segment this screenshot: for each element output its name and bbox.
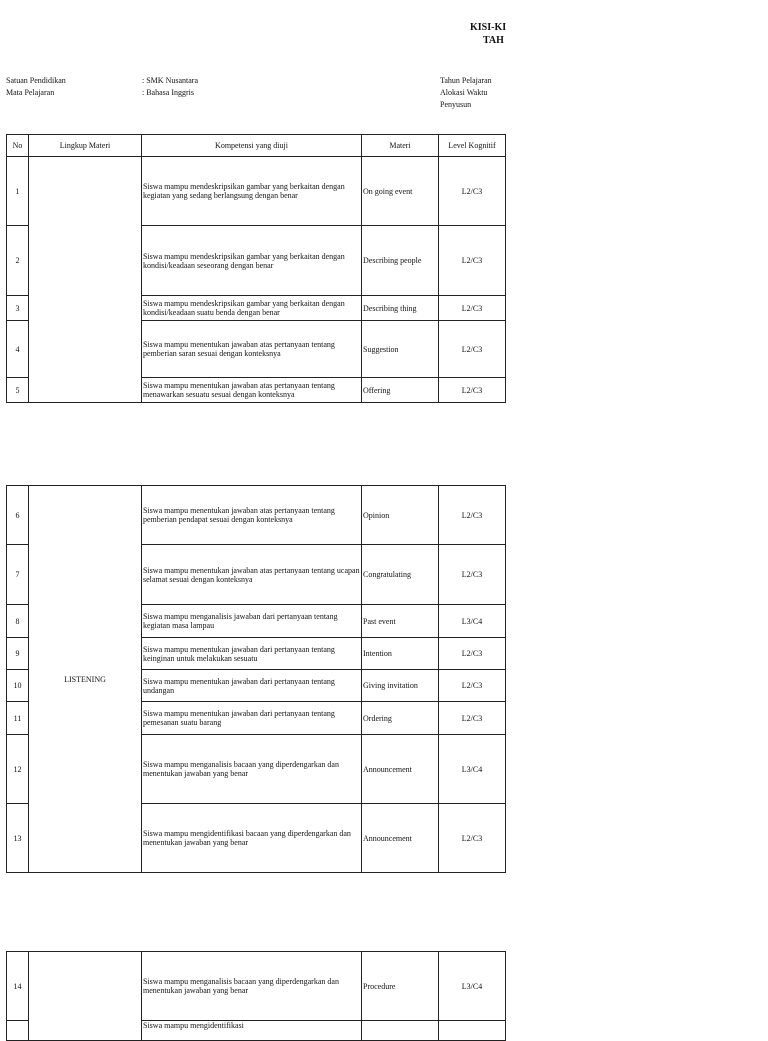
label-penyusun: Penyusun: [440, 100, 472, 109]
row-no: 7: [7, 545, 29, 605]
info-labels-right: [440, 75, 492, 111]
row-materi: Procedure: [362, 952, 439, 1021]
row-materi: On going event: [362, 157, 439, 226]
col-header-lingkup-materi: Lingkup Materi: [29, 135, 142, 157]
col-header-no: No: [7, 135, 29, 157]
row-level: L2/C3: [439, 545, 506, 605]
table-header-row: [7, 135, 506, 157]
row-kompetensi: Siswa mampu mendeskripsikan gambar yang berkaitan dengan kondisi/keadaan suatu benda dengan benar: [142, 296, 362, 321]
title-line-1: KISI-KI: [470, 22, 507, 33]
row-no: 14: [7, 952, 29, 1021]
row-lingkup-materi: [29, 157, 142, 403]
row-no: 9: [7, 638, 29, 670]
kisi-table-page-1: [6, 134, 506, 403]
row-materi: Intention: [362, 638, 439, 670]
row-kompetensi: Siswa mampu menganalisis bacaan yang diperdengarkan dan menentukan jawaban yang benar: [142, 735, 362, 804]
row-no: 6: [7, 486, 29, 545]
row-level: L3/C4: [439, 605, 506, 638]
row-kompetensi: Siswa mampu menganalisis bacaan yang diperdengarkan dan menentukan jawaban yang benar: [142, 952, 362, 1021]
row-level: L3/C4: [439, 735, 506, 804]
row-materi: Suggestion: [362, 321, 439, 378]
row-kompetensi: Siswa mampu mendeskripsikan gambar yang berkaitan dengan kegiatan yang sedang berlangsung dengan benar: [142, 157, 362, 226]
row-no: 10: [7, 670, 29, 702]
row-kompetensi: Siswa mampu menentukan jawaban atas pertanyaan tentang pemberian pendapat sesuai dengan konteksnya: [142, 486, 362, 545]
title-line-2: TAH: [483, 35, 504, 46]
kisi-table-page-3: [6, 951, 506, 1041]
row-no: 12: [7, 735, 29, 804]
col-header-materi: Materi: [362, 135, 439, 157]
row-kompetensi: Siswa mampu mengidentifikasi bacaan yang diperdengarkan dan menentukan jawaban yang benar: [142, 804, 362, 873]
row-kompetensi: Siswa mampu menentukan jawaban atas pertanyaan tentang menawarkan sesuatu sesuai dengan konteksnya: [142, 378, 362, 403]
table-row: [7, 952, 506, 1021]
row-no: 4: [7, 321, 29, 378]
row-level: L2/C3: [439, 296, 506, 321]
info-labels-left: [6, 75, 66, 99]
row-kompetensi: Siswa mampu menentukan jawaban atas pertanyaan tentang pemberian saran sesuai dengan konteksnya: [142, 321, 362, 378]
row-kompetensi: Siswa mampu menganalisis jawaban dari pertanyaan tentang kegiatan masa lampau: [142, 605, 362, 638]
value-satuan-pendidikan: : SMK Nusantara: [142, 76, 198, 85]
table-row: [7, 157, 506, 226]
row-materi: Ordering: [362, 702, 439, 735]
kisi-table-page-2: [6, 485, 506, 873]
row-level: L2/C3: [439, 638, 506, 670]
row-materi: Giving invitation: [362, 670, 439, 702]
row-level: L2/C3: [439, 486, 506, 545]
row-no: 3: [7, 296, 29, 321]
row-lingkup-materi: [29, 952, 142, 1041]
row-materi: Describing thing: [362, 296, 439, 321]
row-level: L3/C4: [439, 952, 506, 1021]
row-kompetensi: Siswa mampu menentukan jawaban dari pertanyaan tentang pemesanan suatu barang: [142, 702, 362, 735]
row-lingkup-materi: LISTENING: [29, 486, 142, 873]
row-kompetensi: Siswa mampu menentukan jawaban dari pertanyaan tentang undangan: [142, 670, 362, 702]
row-no: 13: [7, 804, 29, 873]
label-mata-pelajaran: Mata Pelajaran: [6, 88, 55, 97]
row-level: L2/C3: [439, 378, 506, 403]
table-row: [7, 486, 506, 545]
row-level: L2/C3: [439, 157, 506, 226]
row-materi: Announcement: [362, 804, 439, 873]
col-header-level-kognitif: Level Kognitif: [439, 135, 506, 157]
label-alokasi-waktu: Alokasi Waktu: [440, 88, 488, 97]
row-level: L2/C3: [439, 670, 506, 702]
row-no: 1: [7, 157, 29, 226]
row-no: 8: [7, 605, 29, 638]
row-level: L2/C3: [439, 702, 506, 735]
row-no: 5: [7, 378, 29, 403]
row-materi: Opinion: [362, 486, 439, 545]
row-no: 11: [7, 702, 29, 735]
row-level: L2/C3: [439, 321, 506, 378]
row-no: 2: [7, 226, 29, 296]
info-values-left: [142, 75, 198, 99]
col-header-kompetensi: Kompetensi yang diuji: [142, 135, 362, 157]
row-kompetensi: Siswa mampu menentukan jawaban atas pertanyaan tentang ucapan selamat sesuai dengan konteksnya: [142, 545, 362, 605]
row-kompetensi: Siswa mampu mengidentifikasi: [142, 1021, 362, 1041]
row-level: L2/C3: [439, 804, 506, 873]
row-materi: Announcement: [362, 735, 439, 804]
value-mata-pelajaran: : Bahasa Inggris: [142, 88, 194, 97]
label-satuan-pendidikan: Satuan Pendidikan: [6, 76, 66, 85]
row-materi: Offering: [362, 378, 439, 403]
row-materi: Congratulating: [362, 545, 439, 605]
row-materi: Past event: [362, 605, 439, 638]
row-kompetensi: Siswa mampu mendeskripsikan gambar yang berkaitan dengan kondisi/keadaan seseorang dengan benar: [142, 226, 362, 296]
row-kompetensi: Siswa mampu menentukan jawaban dari pertanyaan tentang keinginan untuk melakukan sesuatu: [142, 638, 362, 670]
label-tahun-pelajaran: Tahun Pelajaran: [440, 76, 492, 85]
row-level: L2/C3: [439, 226, 506, 296]
row-materi: Describing people: [362, 226, 439, 296]
